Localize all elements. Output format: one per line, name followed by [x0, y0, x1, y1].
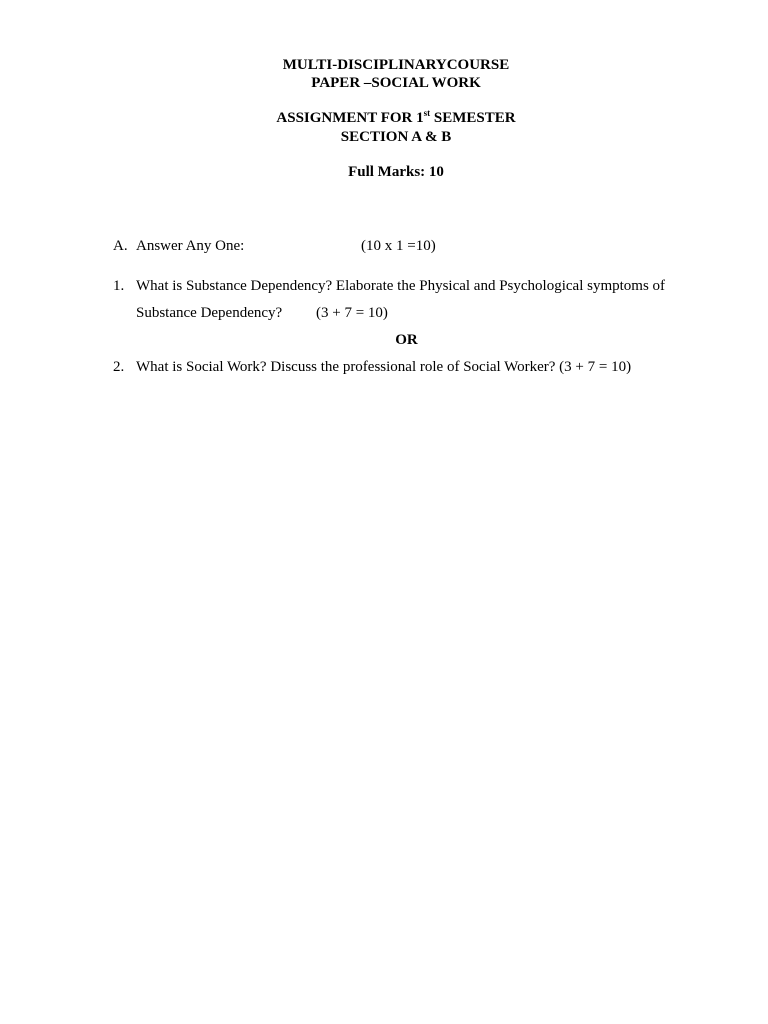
section-a-instruction: Answer Any One:: [136, 238, 245, 254]
question-text-line: Substance Dependency?: [136, 305, 283, 321]
full-marks: Full Marks: 10: [348, 164, 444, 180]
ordinal-superscript: st: [423, 108, 431, 118]
section-a-marker: A.: [113, 238, 128, 254]
section-a-marks: (10 x 1 =10): [361, 238, 436, 254]
question-number: 2.: [113, 359, 125, 375]
question-text-line: What is Social Work? Discuss the professional role of Social Worker? (3 + 7 = 10): [136, 359, 632, 375]
assignment-heading: [0, 109, 768, 127]
section-heading: SECTION A & B: [340, 129, 452, 145]
paper-title: PAPER –SOCIAL WORK: [311, 75, 481, 91]
assignment-heading-prefix: ASSIGNMENT FOR 1: [276, 110, 424, 126]
question-number: 1.: [113, 278, 125, 294]
assignment-heading-suffix: SEMESTER: [430, 110, 516, 126]
question-text-line: What is Substance Dependency? Elaborate the Physical and Psychological symptoms of: [136, 278, 666, 294]
question-marks: (3 + 7 = 10): [316, 305, 388, 321]
course-title: MULTI-DISCIPLINARYCOURSE: [282, 57, 510, 73]
or-separator: OR: [395, 332, 418, 348]
